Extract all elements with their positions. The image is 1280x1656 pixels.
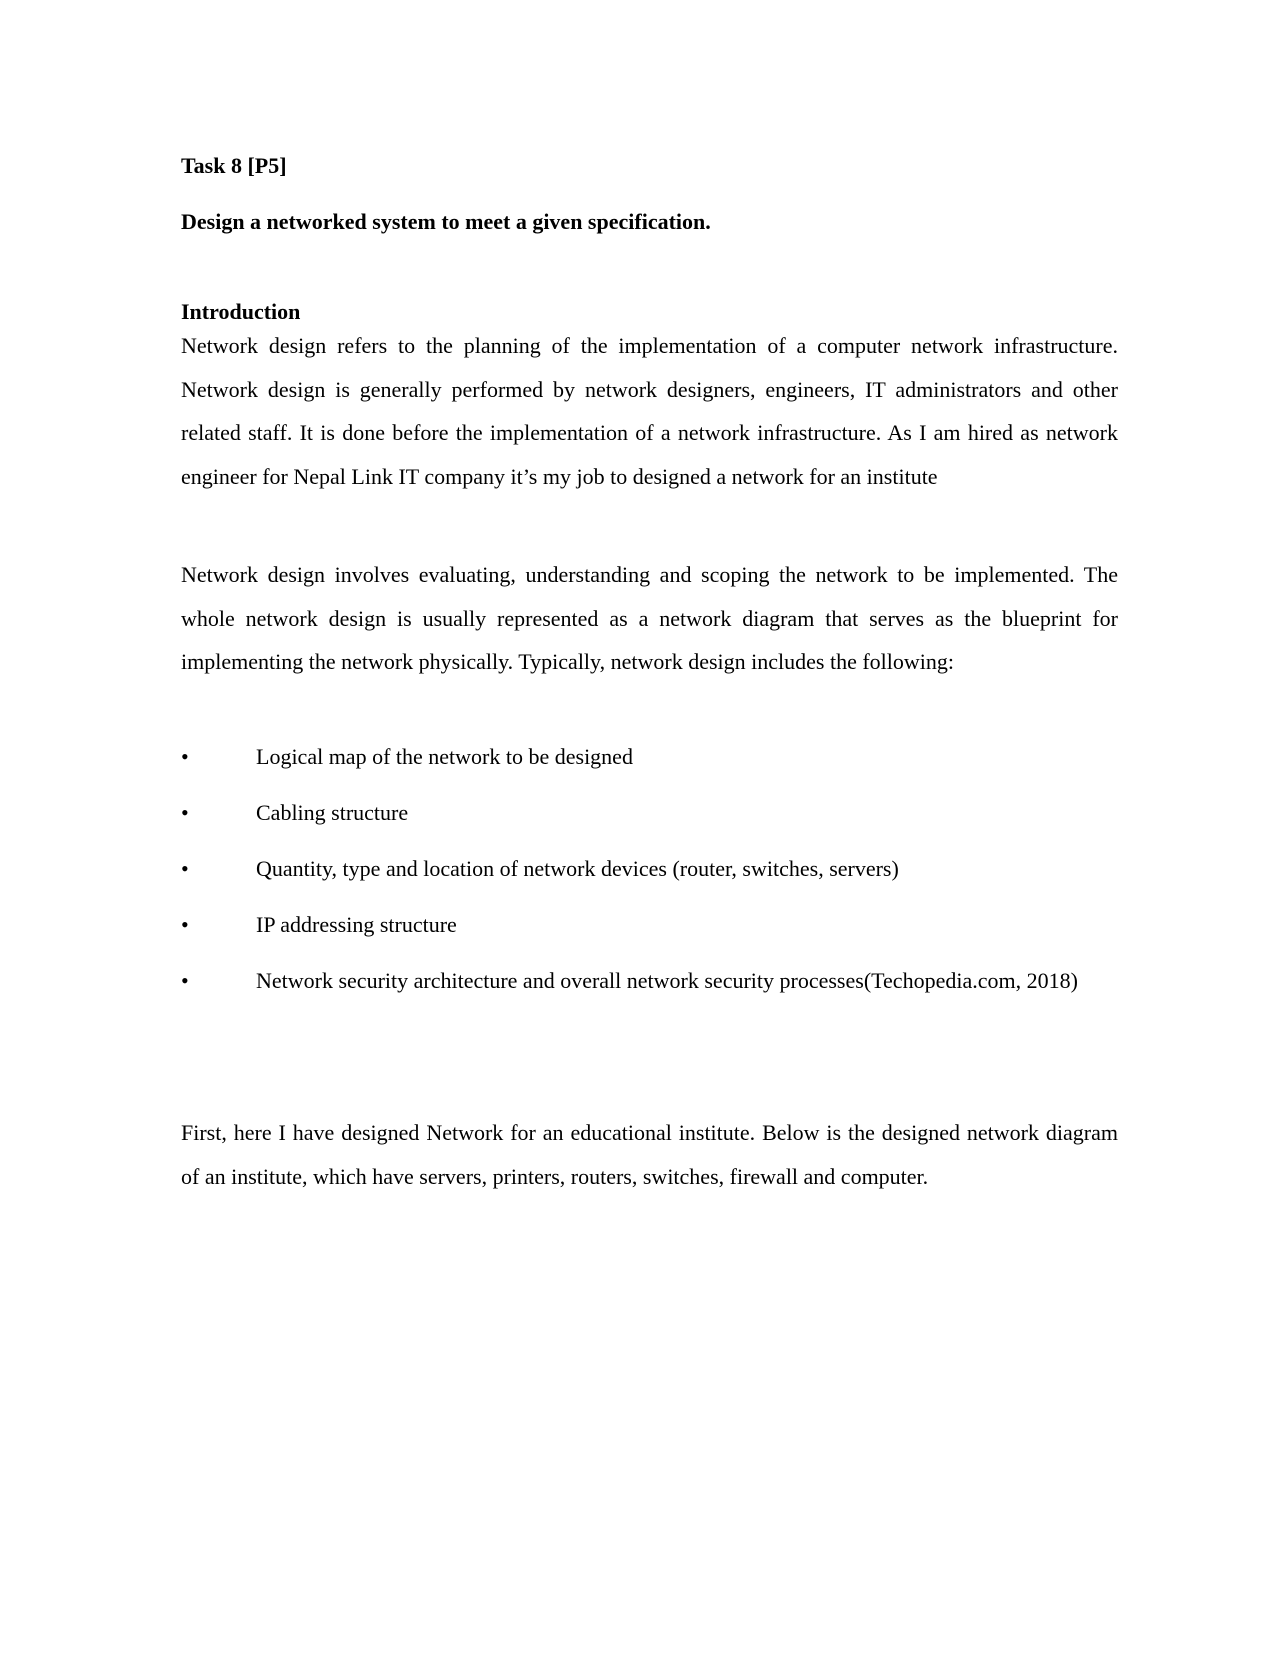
list-item: [181, 735, 1118, 779]
document-page: [181, 0, 1118, 1656]
list-item-text: Cabling structure: [256, 800, 409, 825]
bullet-icon: •: [181, 744, 189, 769]
intro-paragraph: Network design refers to the planning of the implementation of a computer network infrastructure. Network design is generally performed by network designers, engineers, IT administrators and other related staff. It is done before the implementation of a network infrastructure. As I am hired as network engineer for Nepal Link IT company it’s my job to designed a network for an institute: [181, 333, 1118, 489]
bullet-icon: •: [181, 800, 189, 825]
list-item: [181, 847, 1118, 891]
network-diagram-paragraph: First, here I have designed Network for an educational institute. Below is the designed network diagram of an institute, which have servers, printers, routers, switches, firewall and computer.: [181, 1120, 1118, 1189]
list-item-text: IP addressing structure: [256, 912, 457, 937]
bullet-icon: •: [181, 856, 189, 881]
list-item: [181, 903, 1118, 947]
task-title: Task 8 [P5]: [181, 153, 287, 178]
network-design-list: [181, 735, 1118, 1015]
list-item: [181, 791, 1118, 835]
list-item-text: Network security architecture and overall network security processes(Techopedia.com, 2018): [256, 968, 1078, 993]
bullet-icon: •: [181, 968, 189, 993]
bullet-icon: •: [181, 912, 189, 937]
list-item-text: Logical map of the network to be designed: [256, 744, 633, 769]
task-subtitle: Design a networked system to meet a given specification.: [181, 209, 711, 234]
list-item: [181, 959, 1118, 1003]
introduction-heading: Introduction: [181, 299, 301, 324]
design-paragraph: Network design involves evaluating, understanding and scoping the network to be implemented. The whole network design is usually represented as a network diagram that serves as the blueprint for implementing the network physically. Typically, network design includes the following:: [181, 562, 1118, 674]
list-item-text: Quantity, type and location of network devices (router, switches, servers): [256, 856, 899, 881]
